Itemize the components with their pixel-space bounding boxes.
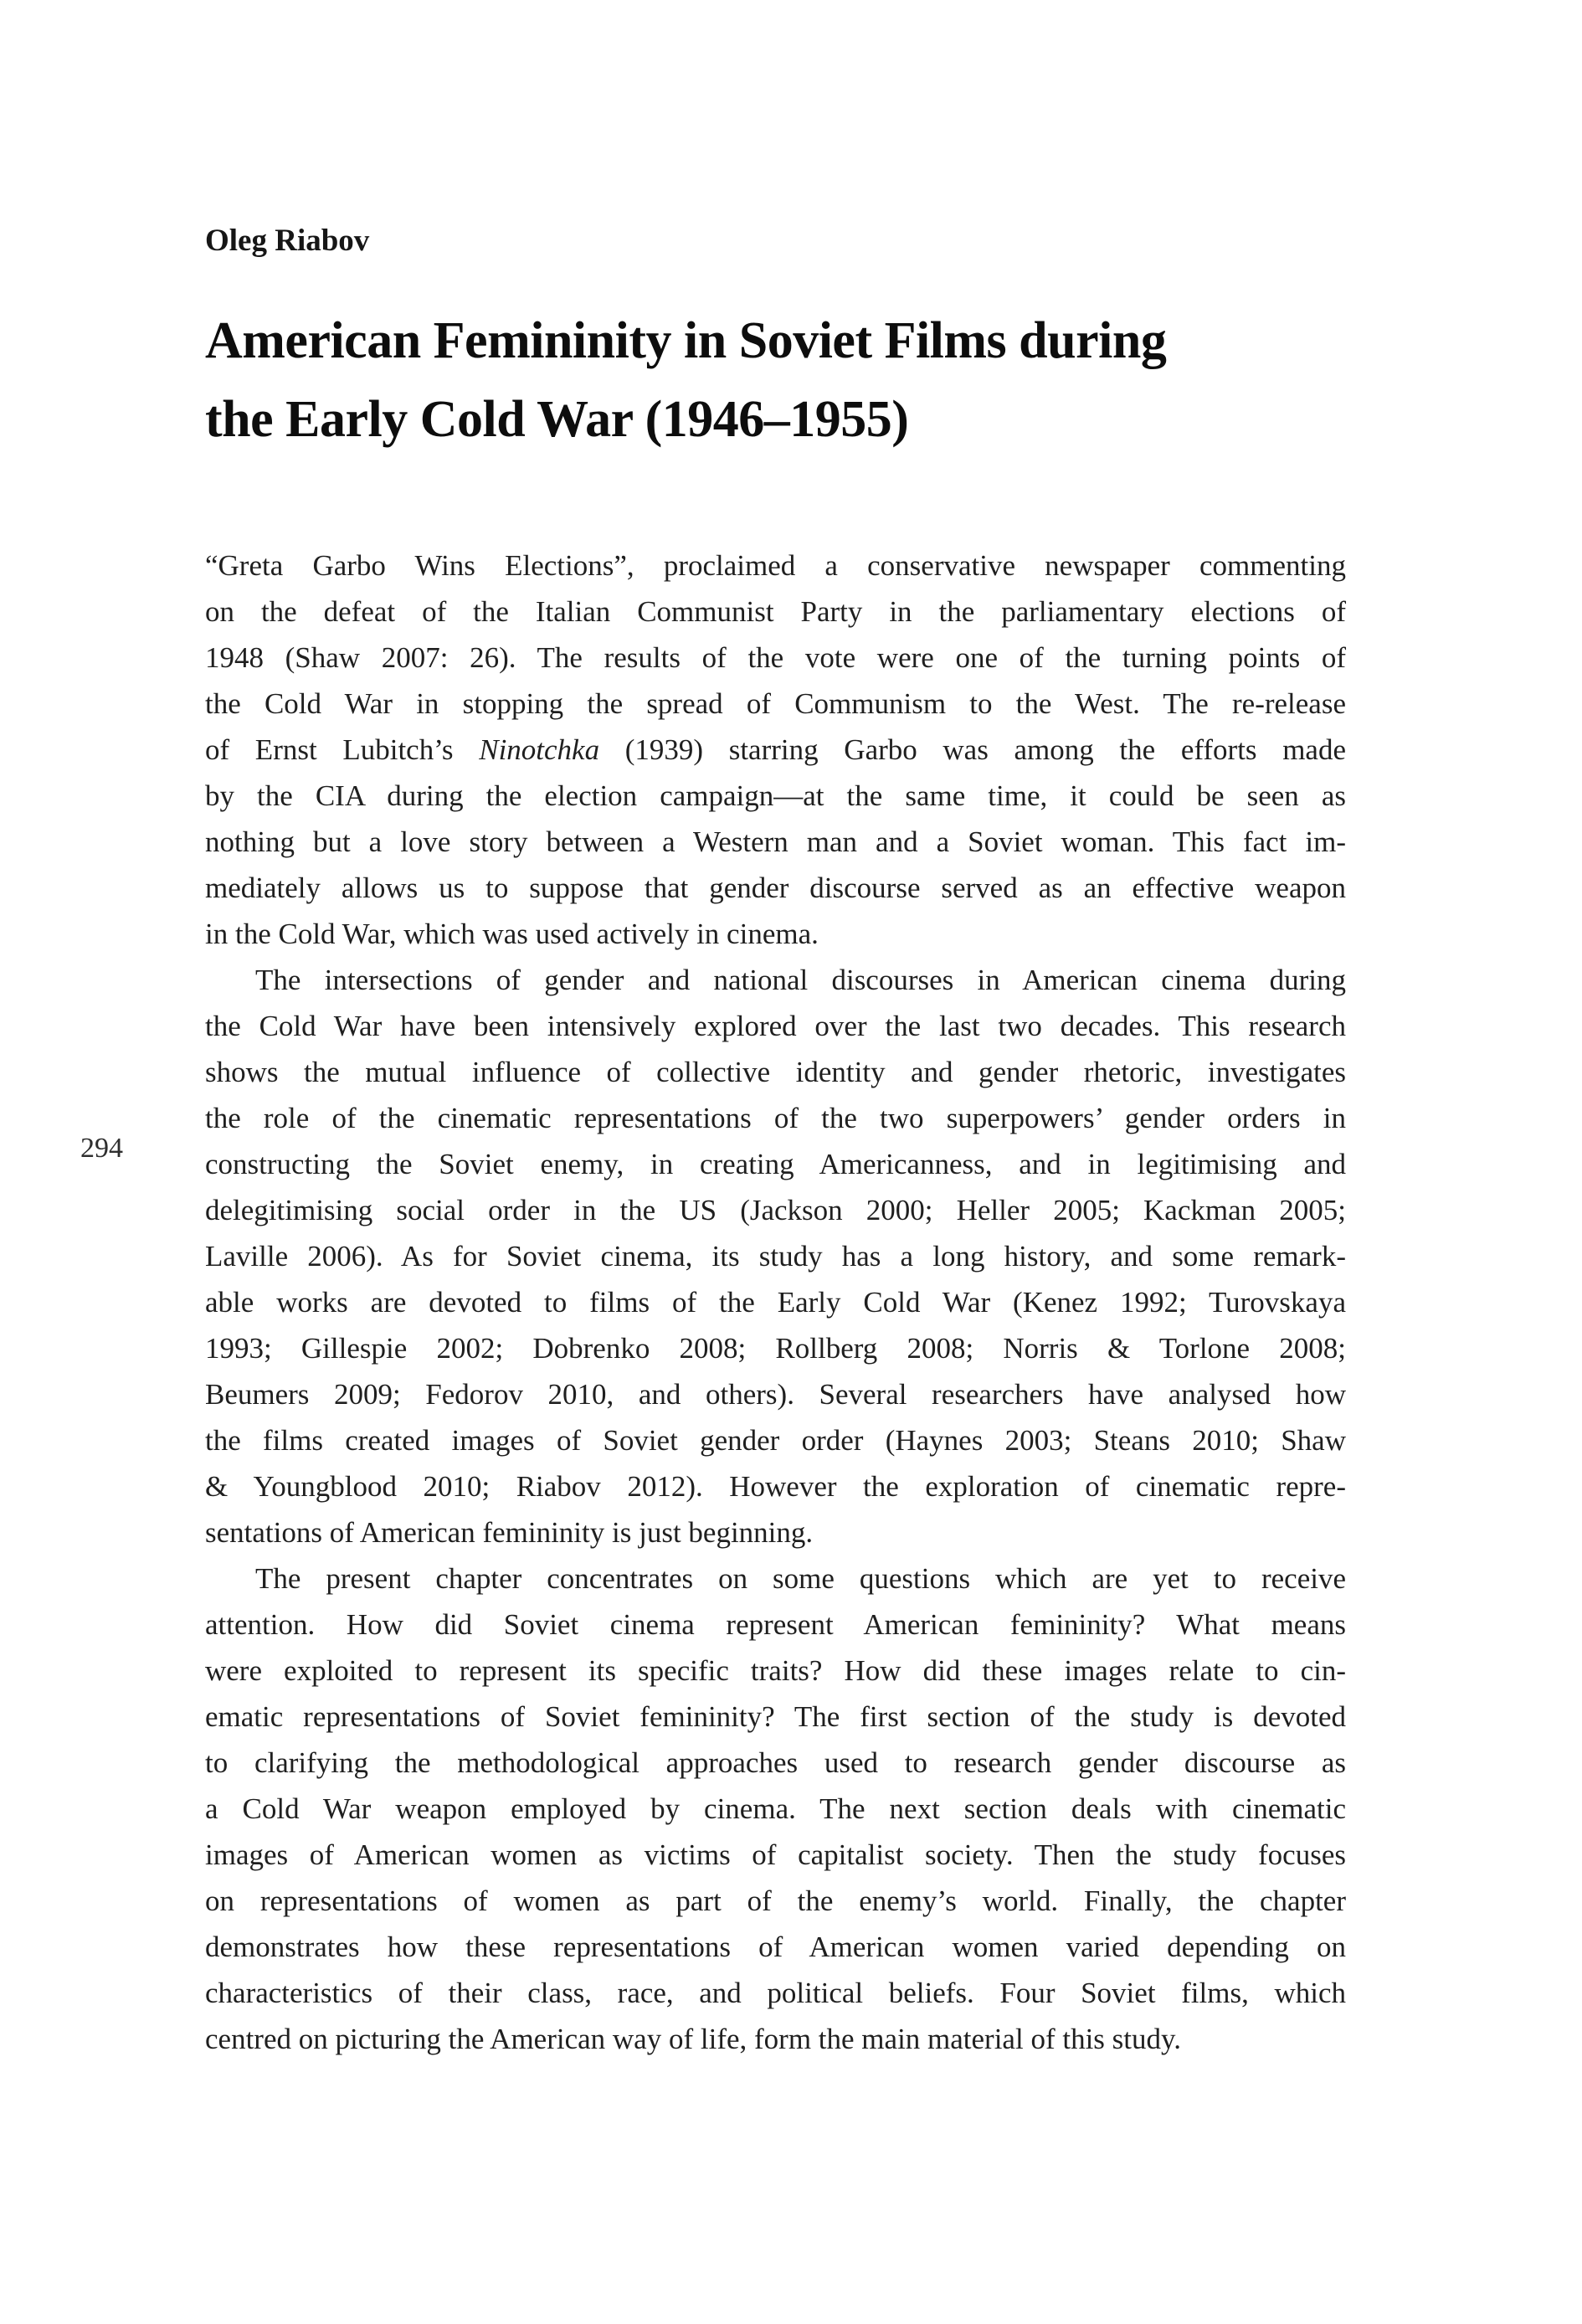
text-segment: to clarifying the methodological approaches used to research gender discourse as [205, 1746, 1346, 1779]
chapter-title-line-1: American Femininity in Soviet Films during [205, 312, 1167, 369]
text-segment: attention. How did Soviet cinema represent American femininity? What means [205, 1608, 1346, 1641]
text-column [205, 224, 1346, 2062]
text-segment: in the Cold War, which was used actively in cinema. [205, 918, 819, 950]
text-segment: of Ernst Lubitch’s [205, 733, 480, 766]
text-segment: able works are devoted to films of the Early Cold War (Kenez 1992; Turovskaya [205, 1286, 1346, 1319]
text-line [205, 1694, 1346, 1740]
text-line [205, 1970, 1346, 2016]
text-line [205, 1555, 1346, 1602]
text-segment: (1939) starring Garbo was among the efforts made [599, 733, 1346, 766]
text-line [205, 957, 1346, 1003]
text-line [205, 2016, 1346, 2062]
italic-film-title: Ninotchka [479, 733, 600, 766]
text-segment: mediately allows us to suppose that gender discourse served as an effective weapon [205, 872, 1346, 904]
text-segment: 1948 (Shaw 2007: 26). The results of the vote were one of the turning points of [205, 641, 1346, 674]
text-line [205, 1049, 1346, 1095]
text-segment: the films created images of Soviet gender order (Haynes 2003; Steans 2010; Shaw [205, 1424, 1346, 1457]
text-line [205, 1509, 1346, 1555]
text-segment: sentations of American femininity is just beginning. [205, 1516, 814, 1549]
text-line [205, 1095, 1346, 1141]
text-segment: the Cold War in stopping the spread of Communism to the West. The re-release [205, 687, 1346, 720]
text-segment: delegitimising social order in the US (Jackson 2000; Heller 2005; Kackman 2005; [205, 1194, 1346, 1226]
text-segment: on the defeat of the Italian Communist Party in the parliamentary elections of [205, 595, 1346, 628]
text-line [205, 773, 1346, 819]
text-line [205, 727, 1346, 773]
text-segment: on representations of women as part of the enemy’s world. Finally, the chapter [205, 1884, 1346, 1917]
text-line [205, 681, 1346, 727]
text-segment: by the CIA during the election campaign—at the same time, it could be seen as [205, 779, 1346, 812]
text-line [205, 1003, 1346, 1049]
body-text [205, 542, 1346, 2062]
text-segment: the role of the cinematic representations of the two superpowers’ gender orders in [205, 1102, 1346, 1134]
text-line [205, 911, 1346, 957]
text-line [205, 1602, 1346, 1648]
text-segment: constructing the Soviet enemy, in creating Americanness, and in legitimising and [205, 1148, 1346, 1180]
text-line [205, 542, 1346, 589]
text-line [205, 1924, 1346, 1970]
text-segment: The intersections of gender and national discourses in American cinema during [255, 964, 1346, 996]
text-line [205, 1648, 1346, 1694]
text-segment: demonstrates how these representations of American women varied depending on [205, 1931, 1346, 1963]
text-segment: Laville 2006). As for Soviet cinema, its study has a long history, and some remark- [205, 1240, 1346, 1273]
text-line [205, 1740, 1346, 1786]
text-line [205, 1463, 1346, 1509]
text-line [205, 1279, 1346, 1325]
text-segment: nothing but a love story between a Western man and a Soviet woman. This fact im- [205, 825, 1346, 858]
text-line [205, 1141, 1346, 1187]
text-segment: Beumers 2009; Fedorov 2010, and others). Several researchers have analysed how [205, 1378, 1346, 1411]
text-segment: & Youngblood 2010; Riabov 2012). However the exploration of cinematic repre- [205, 1470, 1346, 1503]
text-line [205, 1832, 1346, 1878]
author-name: Oleg Riabov [205, 224, 370, 258]
text-line [205, 1371, 1346, 1417]
chapter-title [205, 301, 1346, 459]
text-segment: characteristics of their class, race, and political beliefs. Four Soviet films, which [205, 1977, 1346, 2009]
text-segment: “Greta Garbo Wins Elections”, proclaimed a conservative newspaper commenting [205, 549, 1346, 582]
text-segment: centred on picturing the American way of life, form the main material of this study. [205, 2023, 1181, 2055]
text-segment: ematic representations of Soviet femininity? The first section of the study is devoted [205, 1700, 1346, 1733]
text-segment: were exploited to represent its specific traits? How did these images relate to cin- [205, 1654, 1346, 1687]
page-number: 294 [80, 1133, 123, 1164]
text-line [205, 1878, 1346, 1924]
text-line [205, 1187, 1346, 1233]
text-line [205, 1325, 1346, 1371]
text-line [205, 1417, 1346, 1463]
text-segment: 1993; Gillespie 2002; Dobrenko 2008; Rollberg 2008; Norris & Torlone 2008; [205, 1332, 1346, 1365]
chapter-title-line-2: the Early Cold War (1946–1955) [205, 391, 909, 448]
text-segment: a Cold War weapon employed by cinema. The next section deals with cinematic [205, 1792, 1346, 1825]
text-line [205, 1786, 1346, 1832]
text-segment: images of American women as victims of capitalist society. Then the study focuses [205, 1838, 1346, 1871]
text-line [205, 865, 1346, 911]
text-line [205, 1233, 1346, 1279]
text-segment: The present chapter concentrates on some questions which are yet to receive [255, 1562, 1346, 1595]
text-line [205, 635, 1346, 681]
text-segment: shows the mutual influence of collective identity and gender rhetoric, investigates [205, 1056, 1346, 1088]
text-segment: the Cold War have been intensively explored over the last two decades. This research [205, 1010, 1346, 1042]
text-line [205, 589, 1346, 635]
text-line [205, 819, 1346, 865]
